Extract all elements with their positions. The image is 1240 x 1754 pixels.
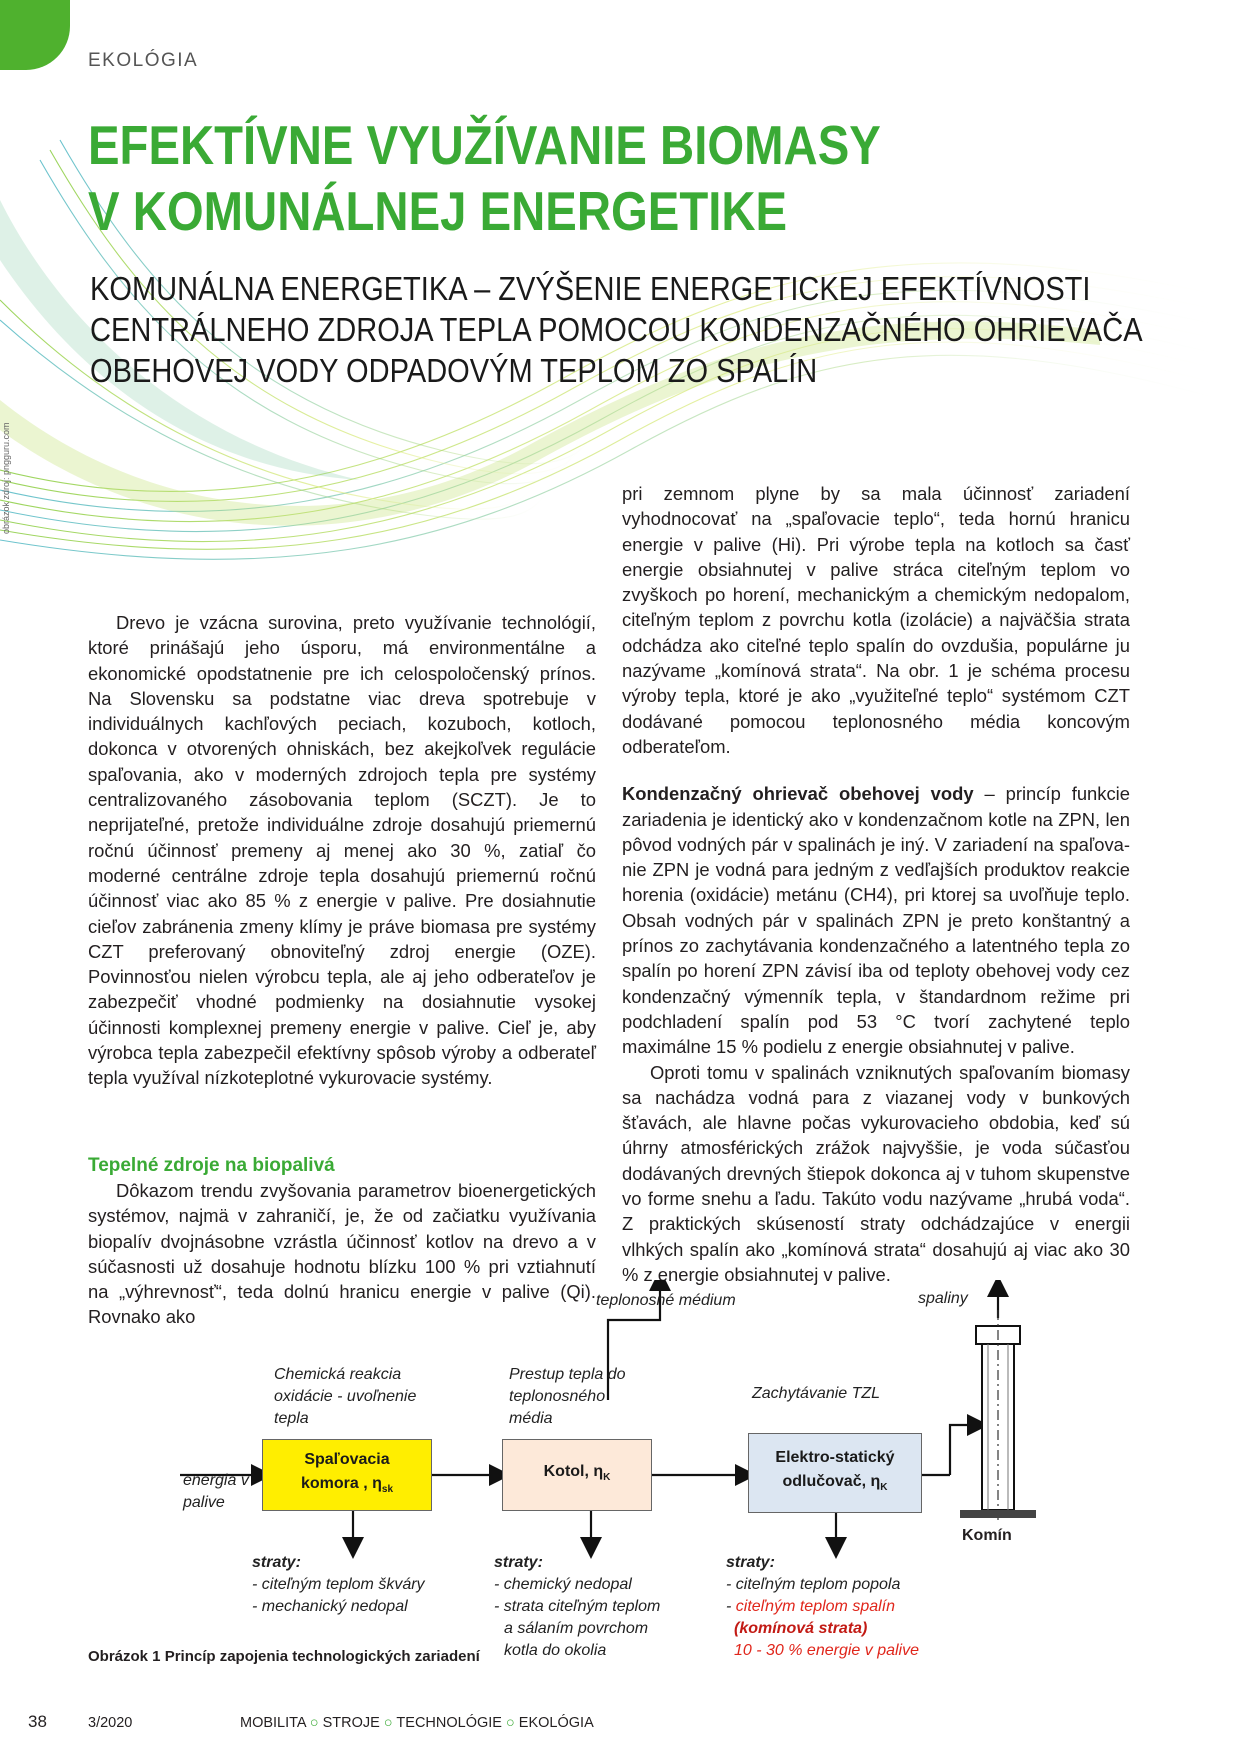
label-line: palive — [183, 1494, 225, 1511]
stage2-description — [509, 1364, 626, 1430]
loss-item: - strata citeľným teplom — [494, 1598, 661, 1615]
loss-item-red: citeľným teplom spalín — [731, 1598, 896, 1615]
bold-lead: Kondenzačný ohrievač obehovej vody — [622, 783, 974, 805]
stage3-description: Zachytávanie TZL — [752, 1385, 881, 1402]
paragraph-text: – princíp funkcie zariadenia je identický ako v kondenzačnom kotle na ZPN, len pôvod vodných pár v spalinách je iný. V zariadení na spaľovanie ZPN je vodná para jedným z vedľajších produktov reakcie horenia (oxidácie) metánu (CH4), pri ktorej sa uvoľňuje teplo. Obsah vodných pár v spalinách ZPN je preto konštantný a prínos zo zachytávania kondenzačného a latentného tepla zo spalín po horení ZPN závisí iba od teploty obehovej vody cez kondenzačný výmenník tepla, v štandardnom režime pri podchladení spalín pod 53 °C tvorí zachytené teplo maximálne 15 % podielu z energie obsiahnutej v palive. — [622, 783, 1130, 1058]
losses-combustion — [252, 1552, 425, 1618]
flue-gas-label: spaliny — [918, 1290, 968, 1307]
desc-line: Chemická reakcia — [274, 1366, 402, 1383]
losses-title: straty: — [494, 1554, 543, 1571]
footer-topic: STROJE — [322, 1715, 380, 1731]
article-subtitle — [90, 268, 1143, 391]
image-credit: obrázok zdroj: pngguru.com — [1, 422, 11, 534]
arrow-3-chimney-b — [950, 1425, 978, 1475]
figure-caption: Obrázok 1 Princíp zapojenia technologických zariadení — [88, 1648, 480, 1665]
loss-item: - citeľným teplom popola — [726, 1576, 901, 1593]
subscript: K — [603, 1472, 611, 1484]
losses-boiler — [494, 1552, 660, 1662]
box-line: Elektro-statický — [775, 1448, 895, 1466]
section-label: EKOLÓGIA — [88, 50, 199, 71]
chimney-loss-label: (komínová strata) — [734, 1620, 868, 1637]
loss-item: a sálaním povrchom — [504, 1620, 649, 1637]
electrostatic-precipitator-box — [748, 1433, 922, 1513]
desc-line: média — [509, 1410, 553, 1427]
loss-dash: - — [726, 1598, 732, 1615]
paragraph: Oproti tomu v spalinách vzniknutých spaľovaním biomasy sa nachádza vodná para z viazanej vody v bunkových šťavách, ale hlavne počas vykurovacieho obdobia, keď sú úhrny atmosférických zrážok najvyššie, je voda súčasťou dodávaných drevných štiepok dokonca aj v tuhom skupenstve vo forme snehu a ľadu. Takúto vodu nazývame „hrubá voda“. Z praktických skúseností straty odchádzajúce v energii vlhkých spalín ako „komínová strata“ dosahujú aj viac ako 30 % z energie obsiahnutej v palive. — [622, 1061, 1130, 1285]
subscript: K — [880, 1482, 888, 1494]
loss-item: - citeľným teplom škváry — [252, 1576, 425, 1593]
chimney-loss-value: 10 - 30 % energie v palive — [734, 1642, 919, 1659]
article-title — [88, 112, 948, 244]
circle-icon: ○ — [383, 1715, 393, 1731]
desc-line: oxidácie - uvoľnenie — [274, 1388, 417, 1405]
losses-title: straty: — [726, 1554, 775, 1571]
circle-icon: ○ — [506, 1715, 515, 1731]
paragraph: Dôkazom trendu zvyšovania parametrov bioenergetických systémov, najmä v zahraničí, je, že od začiatku využívania biopalív dvojnásobne vzrástla účinnosť kotlov na drevo a v súčasnosti už dosahuje hodnotu blízku 100 % pri vztiahnutí na „výhrevnosť“, teda dolnú hranicu energie v palive (Qi). Rovnako ako — [88, 1179, 596, 1328]
subtitle-line: KOMUNÁLNA ENERGETIKA – ZVÝŠENIE ENERGETICKEJ EFEKTÍVNOSTI — [90, 270, 1091, 307]
subscript: sk — [381, 1484, 394, 1496]
page-number: 38 — [28, 1712, 47, 1731]
loss-item: - mechanický nedopal — [252, 1598, 408, 1615]
footer-topic: EKOLÓGIA — [518, 1715, 594, 1731]
subtitle-line: OBEHOVEJ VODY ODPADOVÝM TEPLOM ZO SPALÍN — [90, 352, 818, 389]
footer-topic: TECHNOLÓGIE — [396, 1715, 502, 1731]
paragraph: Drevo je vzácna surovina, preto využívanie technológií, ktoré prinášajú jeho úsporu, má environmentálne a ekonomické opodstatnenie pre ich celospoločenský prínos. Na Slovensku sa podstatne viac dreva spotrebuje v individuálnych kachľových peciach, kozuboch, kotloch, dokonca v otvorených ohniskách, bez akejkoľvek regulácie spaľovania, ako v moderných zdrojoch tepla pre systémy centralizovaného zásobovania teplom (SCZT). Je to neprijateľné, pretože individuálne zdroje dosahujú priemernú ročnú účinnosť premeny aj menej ako 30 %, zatiaľ čo moderné centrálne zdroje tepla dosahujú priemernú ročnú účinnosť viac ako 85 % z energie v palive. Pre dosiahnutie cieľov zabránenia zmeny klímy je práve biomasa pre systémy CZT preferovaný obnoviteľný zdroj energie (OZE). Povinnosťou nielen výrobcu tepla, ale aj jeho odberateľov je zabezpečiť vhodné podmienky na dosiahnutie vysokej účinnosti komplexnej premeny energie v palive. Cieľ je, aby výrobca tepla zabezpečil efektívny spôsob výroby a odberateľ tepla využíval nízkoteplotné vykurovacie systémy. — [88, 612, 596, 1089]
loss-item: - chemický nedopal — [494, 1576, 632, 1593]
desc-line: teplonosného — [509, 1388, 606, 1405]
box-line: odlučovač, η — [782, 1472, 881, 1490]
chimney-drawing — [960, 1310, 1036, 1520]
losses-precipitator — [726, 1552, 919, 1662]
issue-number: 3/2020 — [88, 1715, 133, 1731]
right-column — [622, 481, 1130, 1287]
title-line: EFEKTÍVNE VYUŽÍVANIE BIOMASY — [88, 114, 881, 176]
heat-medium-label: teplonosné médium — [596, 1292, 736, 1309]
box-line: Spaľovacia — [304, 1450, 390, 1468]
left-column — [88, 610, 596, 1330]
paragraph: pri zemnom plyne by sa mala účinnosť zariadení vyhodnocovať na „spaľovacie teplo“, teda hornú hranicu energie v palive (Hi). Pri výrobe tepla na kotloch sa časť energie obsiahnutej v palive stráca citeľným teplom vo zvyškoch po horení, mechanickým a chemickým nedopalom, citeľným teplom z povrchu kotla (izolácie) a najväčšia strata odchádza ako citeľné teplo spalín do ovzdušia, populárne ju nazývame „komínová strata“. Na obr. 1 je schéma procesu výroby tepla, ktoré je ako „využiteľné teplo“ systémom CZT dodávané pomocou teplonosného média koncovým odberateľom. — [622, 483, 1130, 757]
circle-icon: ○ — [309, 1715, 319, 1731]
section-heading: Tepelné zdroje na biopalivá — [88, 1154, 335, 1176]
boiler-box — [502, 1439, 652, 1511]
desc-line: Prestup tepla do — [509, 1366, 626, 1383]
title-line: V KOMUNÁLNEJ ENERGETIKE — [88, 180, 788, 242]
box-line: Kotol, η — [543, 1462, 604, 1480]
box-line: komora , η — [300, 1474, 382, 1492]
subtitle-line: CENTRÁLNEHO ZDROJA TEPLA POMOCOU KONDENZAČNÉHO OHRIEVAČA — [90, 311, 1143, 348]
combustion-chamber-box — [262, 1439, 432, 1511]
label-line: energia v — [183, 1472, 249, 1489]
loss-item: kotla do okolia — [504, 1642, 607, 1659]
footer-topic: MOBILITA — [240, 1715, 306, 1731]
paragraph — [622, 781, 1130, 1059]
losses-title: straty: — [252, 1554, 301, 1571]
stage1-description — [274, 1364, 416, 1430]
input-energy-label — [183, 1470, 249, 1514]
chimney-label: Komín — [962, 1527, 1012, 1544]
footer-topics — [240, 1715, 594, 1731]
desc-line: tepla — [274, 1410, 309, 1427]
